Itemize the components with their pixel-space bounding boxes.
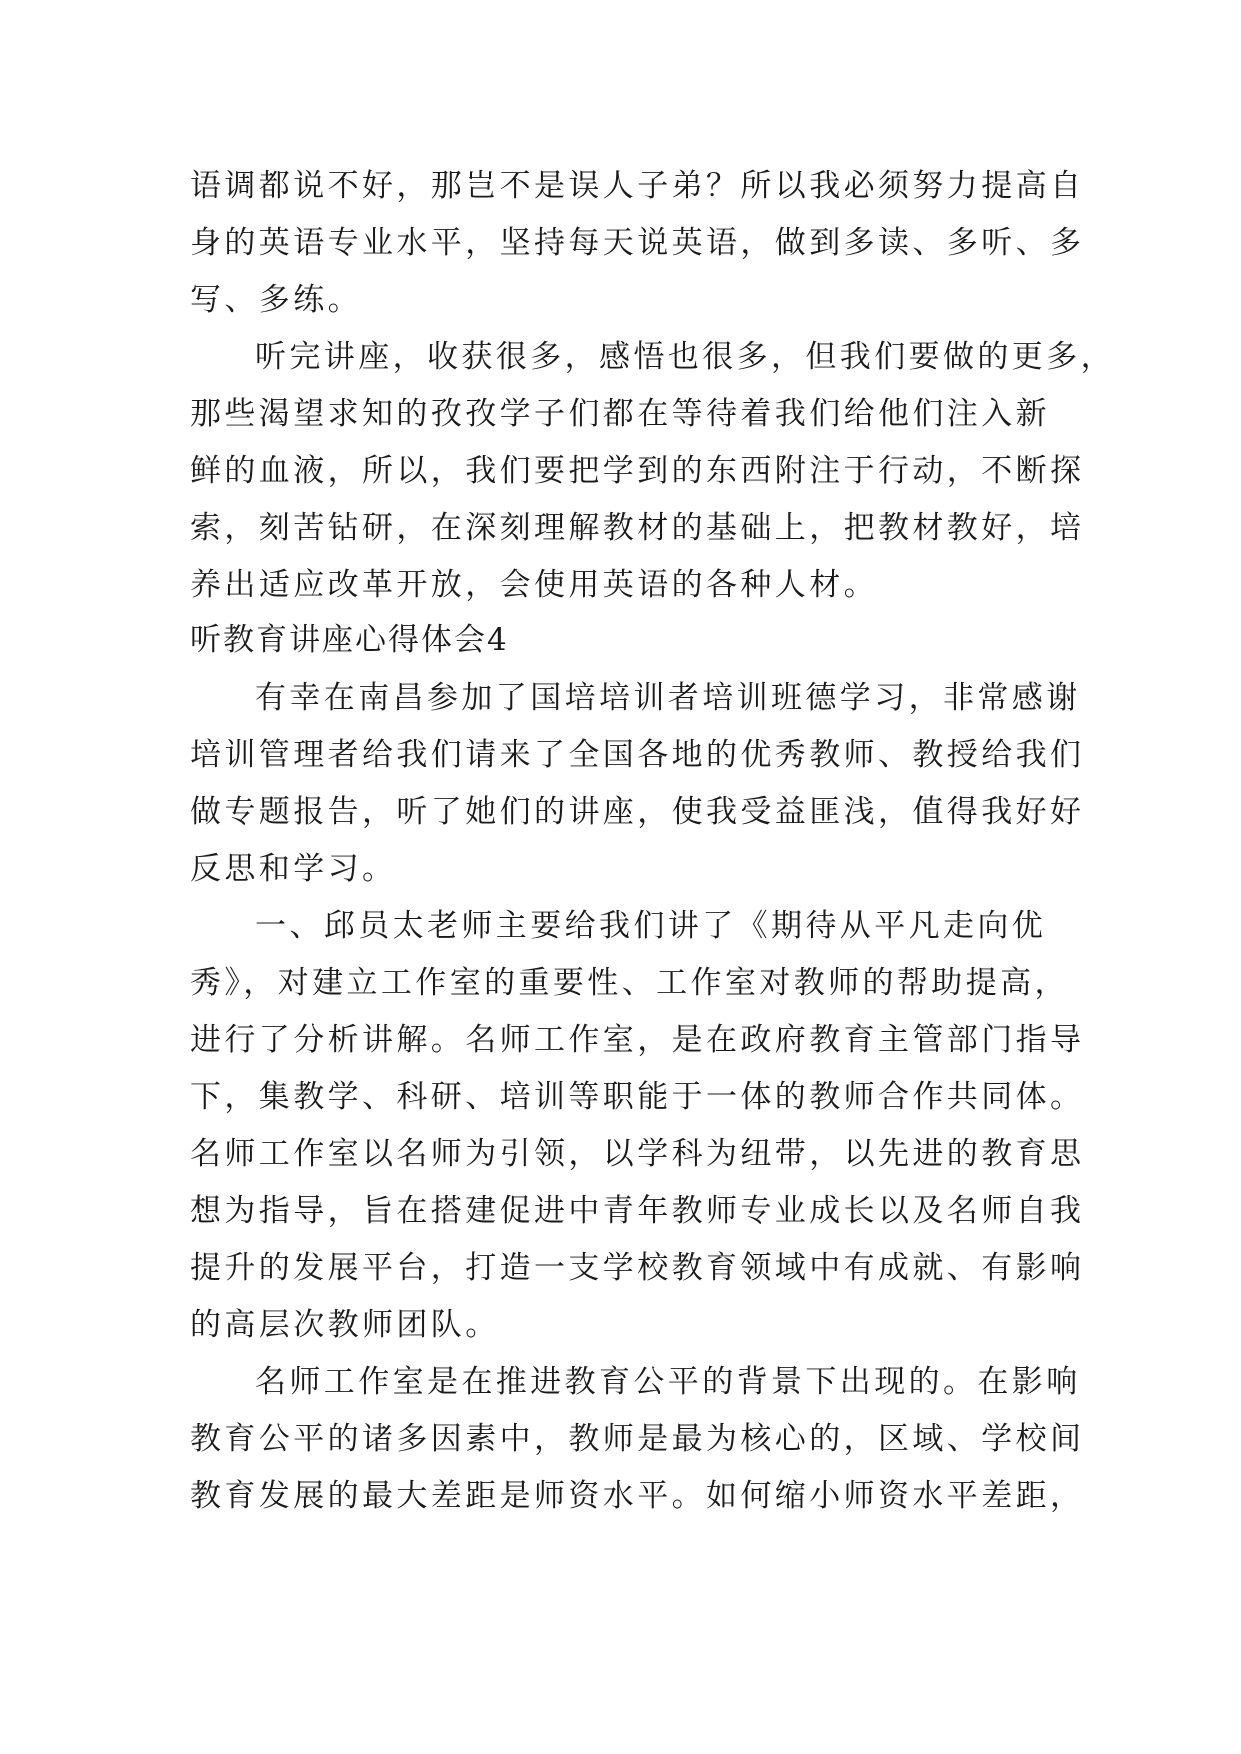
paragraph-line: 进行了分析讲解。名师工作室，是在政府教育主管部门指导 [190,1022,1085,1058]
paragraph-line: 听完讲座，收获很多，感悟也很多，但我们要做的更多， [255,339,1115,375]
paragraph-line: 提升的发展平台，打造一支学校教育领域中有成就、有影响 [190,1250,1085,1286]
paragraph-line: 想为指导，旨在搭建促进中青年教师专业成长以及名师自我 [190,1193,1085,1229]
paragraph-line: 写、多练。 [190,282,362,318]
paragraph-line: 教育公平的诸多因素中，教师是最为核心的，区域、学校间 [190,1421,1085,1457]
paragraph-line: 那些渴望求知的孜孜学子们都在等待着我们给他们注入新 [190,396,1050,432]
paragraph-line: 身的英语专业水平，坚持每天说英语，做到多读、多听、多 [190,225,1085,261]
paragraph-line: 培训管理者给我们请来了全国各地的优秀教师、教授给我们 [190,737,1085,773]
paragraph-line: 名师工作室以名师为引领，以学科为纽带，以先进的教育思 [190,1136,1085,1172]
paragraph-line: 语调都说不好，那岂不是误人子弟？所以我必须努力提高自 [190,168,1085,204]
paragraph-line: 有幸在南昌参加了国培培训者培训班德学习，非常感谢 [255,680,1081,716]
paragraph-line: 的高层次教师团队。 [190,1307,500,1343]
paragraph-line: 名师工作室是在推进教育公平的背景下出现的。在影响 [255,1364,1081,1400]
paragraph-line: 下，集教学、科研、培训等职能于一体的教师合作共同体。 [190,1079,1085,1115]
paragraph-line: 索，刻苦钻研，在深刻理解教材的基础上，把教材教好，培 [190,510,1085,546]
paragraph-line: 教育发展的最大差距是师资水平。如何缩小师资水平差距， [190,1478,1085,1514]
paragraph-line: 一、邱员太老师主要给我们讲了《期待从平凡走向优 [255,908,1047,944]
paragraph-line: 秀》，对建立工作室的重要性、工作室对教师的帮助提高， [190,965,1069,1001]
section-heading: 听教育讲座心得体会4 [190,622,509,658]
paragraph-line: 反思和学习。 [190,851,397,887]
paragraph-line: 鲜的血液，所以，我们要把学到的东西附注于行动，不断探 [190,453,1085,489]
paragraph-line: 养出适应改革开放，会使用英语的各种人材。 [190,567,878,603]
paragraph-line: 做专题报告，听了她们的讲座，使我受益匪浅，值得我好好 [190,794,1085,830]
